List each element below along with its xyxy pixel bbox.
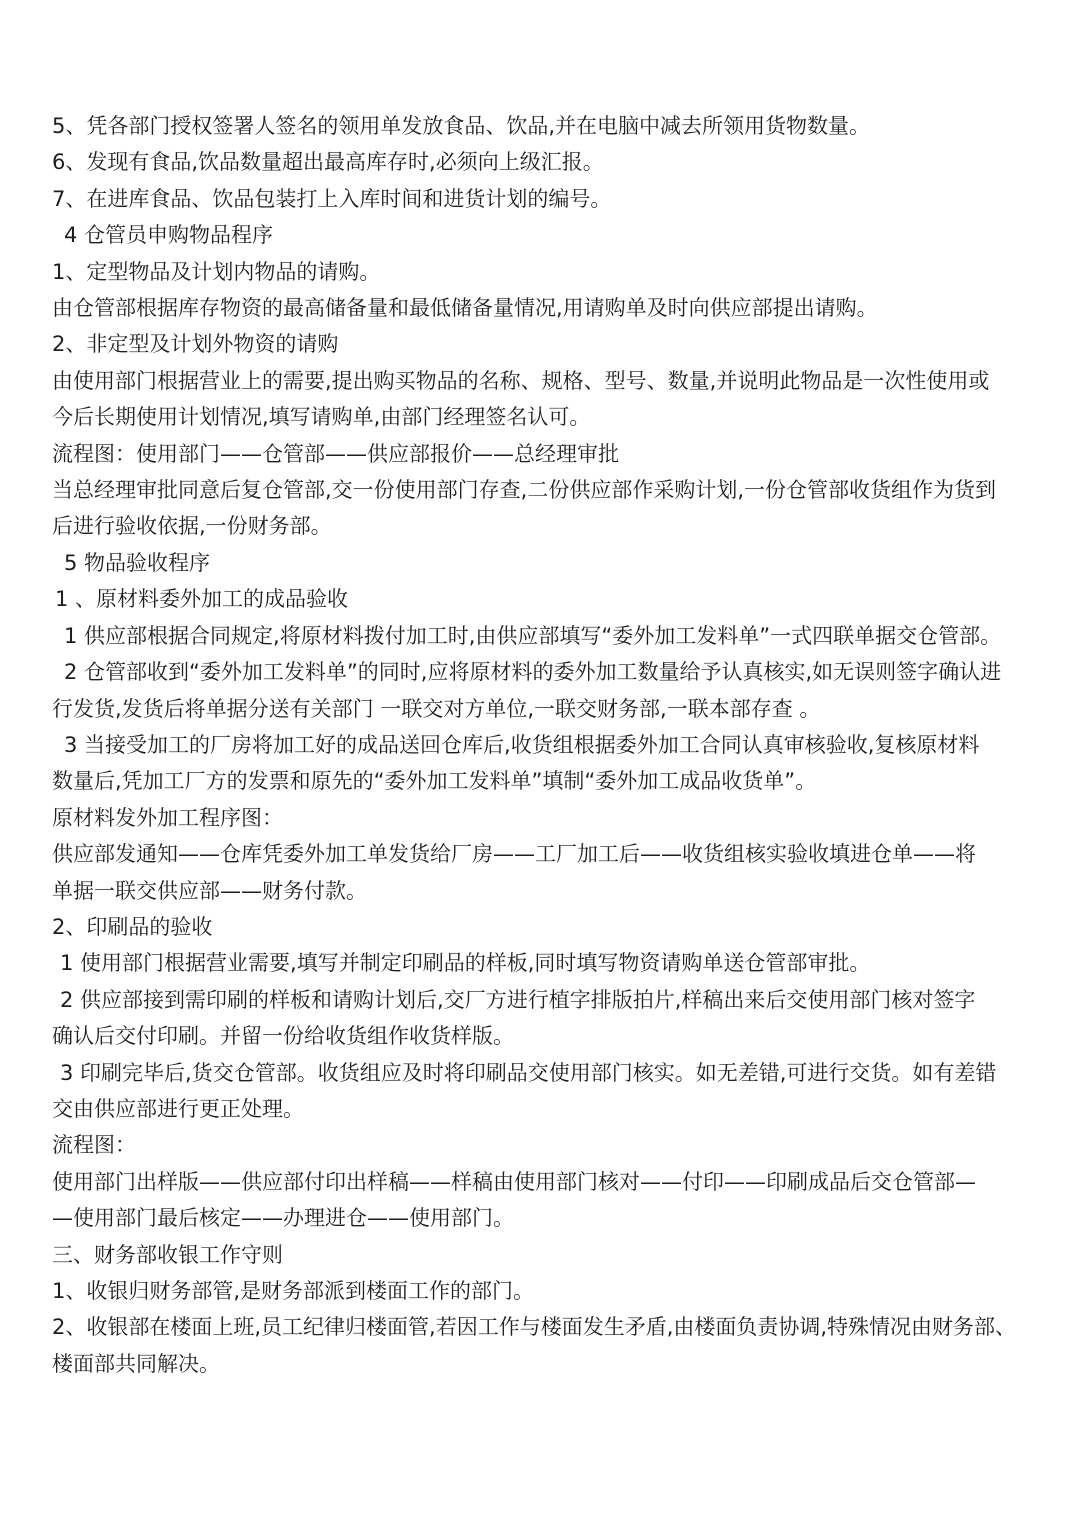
subsection-heading: 1 、原材料委外加工的成品验收 — [55, 587, 349, 612]
document-page — [52, 108, 1032, 1382]
text-line: 后进行验收依据,一份财务部。 — [52, 514, 332, 539]
flowchart-line: 单据一联交供应部——财务付款。 — [52, 878, 367, 903]
text-line: 1 使用部门根据营业需要,填写并制定印刷品的样板,同时填写物资请购单送仓管部审批。 — [60, 951, 871, 976]
text-line: 今后长期使用计划情况,填写请购单,由部门经理签名认可。 — [52, 405, 591, 430]
text-line-item6: 6、发现有食品,饮品数量超出最高库存时,必须向上级汇报。 — [52, 150, 604, 175]
text-line: 1、收银归财务部管,是财务部派到楼面工作的部门。 — [52, 1279, 535, 1303]
flowchart-line: 使用部门出样版——供应部付印出样稿——样稿由使用部门核对——付印——印刷成品后交仓管部— — [52, 1169, 976, 1194]
text-line: 2、非定型及计划外物资的请购 — [52, 332, 339, 357]
text-line: 2 仓管部收到“委外加工发料单”的同时,应将原材料的委外加工数量给予认真核实,如无误则签字确认进 — [64, 660, 1002, 685]
text-line: 数量后,凭加工厂方的发票和原先的“委外加工发料单”填制“委外加工成品收货单”。 — [52, 769, 817, 794]
subsection-heading: 2、印刷品的验收 — [52, 914, 213, 939]
text-line: 确认后交付印刷。并留一份给收货组作收货样版。 — [52, 1024, 514, 1049]
flowchart-line: 流程图：使用部门——仓管部——供应部报价——总经理审批 — [52, 441, 619, 466]
text-line: 由仓管部根据库存物资的最高储备量和最低储备量情况,用请购单及时向供应部提出请购。 — [52, 296, 878, 321]
text-line-item5: 5、凭各部门授权签署人签名的领用单发放食品、饮品,并在电脑中减去所领用货物数量。 — [52, 114, 871, 138]
text-line: 2、收银部在楼面上班,员工纪律归楼面管,若因工作与楼面发生矛盾,由楼面负责协调,特殊情况由财务部、 — [52, 1315, 1017, 1340]
section-heading-procurement: 4 仓管员申购物品程序 — [64, 223, 274, 248]
text-line: 1、定型物品及计划内物品的请购。 — [52, 259, 381, 284]
text-line: 流程图： — [52, 1133, 136, 1158]
text-line: 交由供应部进行更正处理。 — [52, 1096, 304, 1121]
section-heading-inspection: 5 物品验收程序 — [64, 550, 211, 575]
text-line: 楼面部共同解决。 — [52, 1351, 220, 1376]
flowchart-line: 供应部发通知——仓库凭委外加工单发货给厂房——工厂加工后——收货组核实验收填进仓单——将 — [52, 842, 976, 867]
text-line: 3 当接受加工的厂房将加工好的成品送回仓库后,收货组根据委外加工合同认真审核验收,复核原材料 — [64, 732, 980, 757]
text-line: 当总经理审批同意后复仓管部,交一份使用部门存查,二份供应部作采购计划,一份仓管部收货组作为货到 — [52, 478, 997, 503]
text-line: 2 供应部接到需印刷的样板和请购计划后,交厂方进行植字排版拍片,样稿出来后交使用部门核对签字 — [60, 987, 976, 1012]
text-line: 3 印刷完毕后,货交仓管部。收货组应及时将印刷品交使用部门核实。如无差错,可进行交货。如有差错 — [60, 1060, 997, 1085]
flowchart-line: —使用部门最后核定——办理进仓——使用部门。 — [52, 1206, 514, 1231]
text-line: 原材料发外加工程序图： — [52, 805, 283, 830]
text-line: 行发货,发货后将单据分送有关部门 一联交对方单位,一联交财务部,一联本部存查 。 — [52, 696, 821, 721]
text-line: 由使用部门根据营业上的需要,提出购买物品的名称、规格、型号、数量,并说明此物品是一次性使用或 — [52, 368, 990, 393]
section-heading-cashier: 三、财务部收银工作守则 — [52, 1242, 283, 1267]
text-line: 1 供应部根据合同规定,将原材料拨付加工时,由供应部填写“委外加工发料单”一式四联单据交仓管部。 — [64, 623, 1002, 648]
text-line-item7: 7、在进库食品、饮品包装打上入库时间和进货计划的编号。 — [52, 186, 612, 211]
